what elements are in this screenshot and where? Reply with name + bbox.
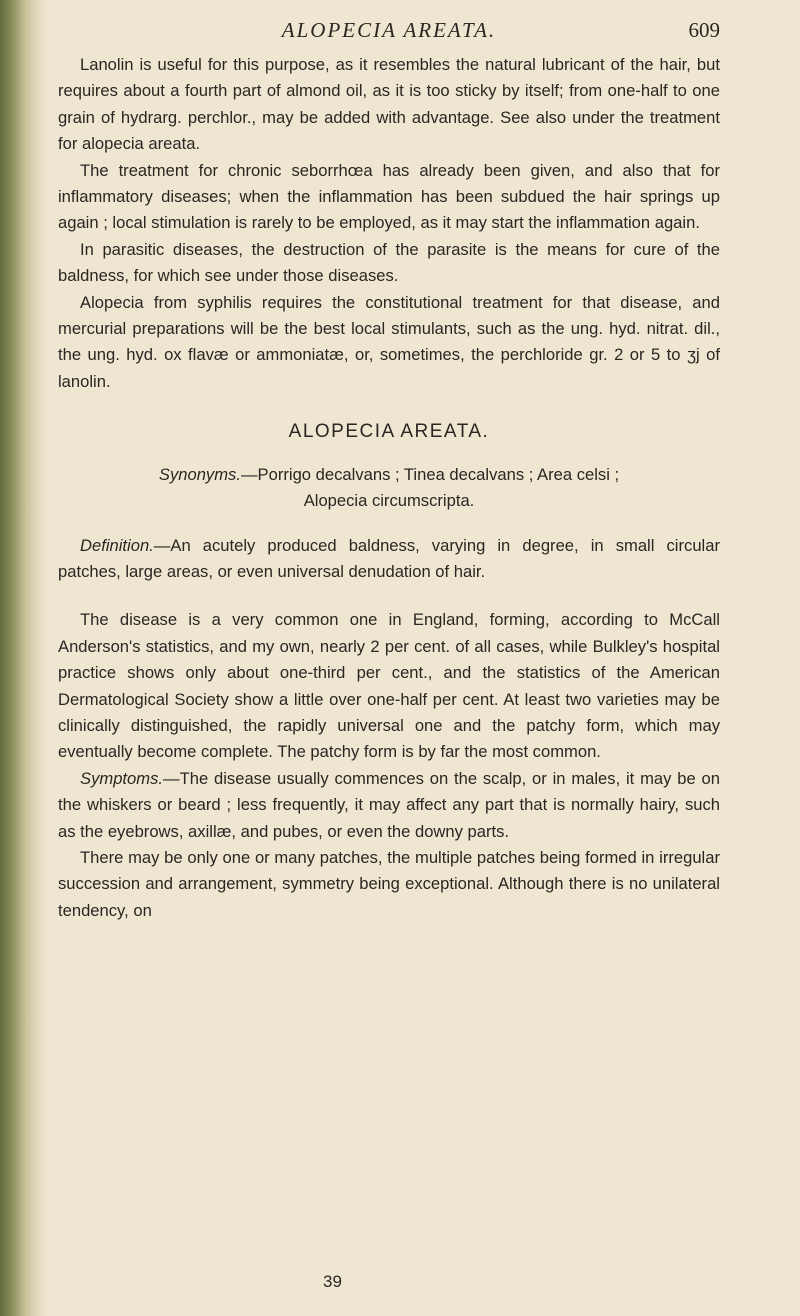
synonyms-block [58, 462, 720, 515]
paragraph-patches: There may be only one or many patches, the multiple patches being formed in irregular succession and arrangement, symmetry being exceptional. Although there is no unilateral tendency, on [58, 847, 720, 920]
synonyms-line-2: Alopecia circumscripta. [303, 491, 475, 511]
definition-paragraph [58, 533, 720, 586]
symptoms-label: Symptoms. [80, 768, 163, 788]
paragraph-seborrhoea: The treatment for chronic seborrhœa has already been given, and also that for inflammatory diseases; when the inflammation has been subdued the hair springs up again ; local stimulation is rarely to be employed, as it may start the inflammation again. [58, 160, 720, 233]
paragraph-syphilis: Alopecia from syphilis requires the constitutional treatment for that disease, and mercurial preparations will be the best local stimulants, such as the ung. hyd. nitrat. dil., the ung. hyd. ox flavæ or ammoniatæ, or, sometimes, the perchloride gr. 2 or 5 to ʒj of lanolin. [58, 292, 720, 391]
synonyms-text: —Porrigo decalvans ; Tinea decalvans ; Area celsi ; [240, 464, 620, 484]
symptoms-text: —The disease usually commences on the scalp, or in males, it may be on the whiskers or beard ; less frequently, it may affect any part that is normally hairy, such as the eyebrows, axillæ, and pubes, or even the downy parts. [58, 768, 720, 841]
paragraph-parasitic: In parasitic diseases, the destruction of the parasite is the means for cure of the baldness, for which see under those diseases. [58, 239, 720, 286]
symptoms-paragraph [58, 766, 720, 845]
definition-label: Definition. [80, 535, 154, 555]
signature-mark: 39 [323, 1272, 342, 1291]
definition-text: —An acutely produced baldness, varying in degree, in small circular patches, large areas, or even universal denudation of hair. [58, 535, 720, 581]
running-head [58, 0, 720, 52]
binding-gutter [0, 0, 46, 1316]
running-head-title: ALOPECIA AREATA. [281, 18, 497, 42]
paragraph-disease: The disease is a very common one in England, forming, according to McCall Anderson's statistics, and my own, nearly 2 per cent. of all cases, while Bulkley's hospital practice shows only about one-third per cent., and the statistics of the American Dermatological Society show a little over one-half per cent. At least two varieties may be clinically distinguished, the rapidly universal one and the patchy form, which may eventually become complete. The patchy form is by far the most common. [58, 610, 720, 762]
paragraph-lanolin: Lanolin is useful for this purpose, as it resembles the natural lubricant of the hair, but requires about a fourth part of almond oil, as it is too sticky by itself; from one-half to one grain of hydrarg. perchlor., may be added with advantage. See also under the treatment for alopecia areata. [58, 55, 720, 154]
section-heading: ALOPECIA AREATA. [288, 421, 490, 443]
synonyms-line-1 [58, 462, 720, 488]
body-text [58, 52, 720, 924]
book-page [58, 0, 720, 924]
synonyms-label: Synonyms. [158, 464, 241, 484]
page-number: 609 [688, 18, 720, 42]
